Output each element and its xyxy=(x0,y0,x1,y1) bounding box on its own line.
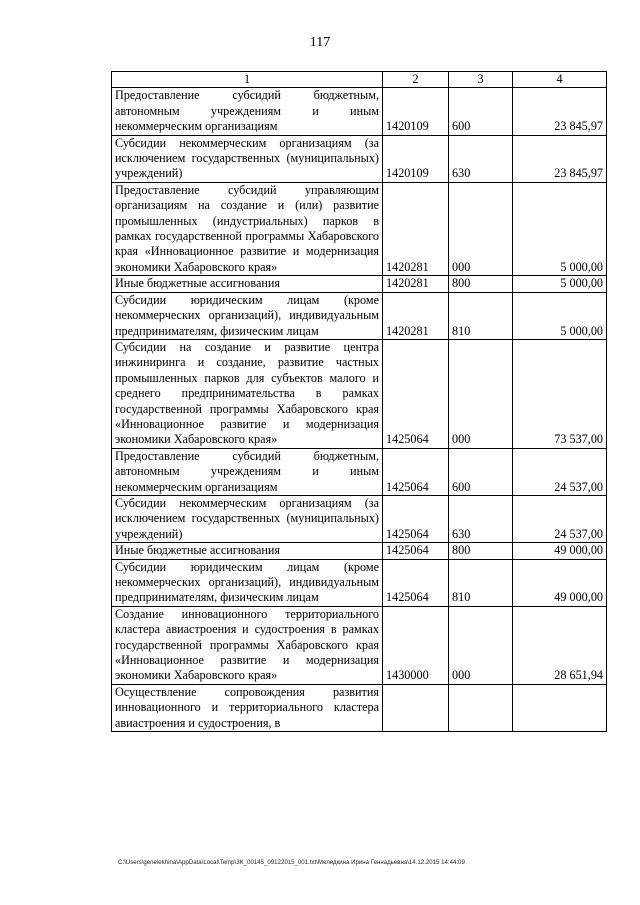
row-code: 1425064 xyxy=(383,339,449,448)
row-name: Предоставление субсидий бюджетным, автономным учреждениям и иным некоммерческим организациям xyxy=(112,448,383,495)
row-sum: 23 845,97 xyxy=(513,135,607,182)
row-type: 000 xyxy=(449,339,513,448)
row-name: Субсидии на создание и развитие центра инжиниринга и создание, развитие частных промышленных парков для субъектов малого и среднего предпринимательства в рамках государственной программы Хабаровского края «Инновационное развитие и модернизация экономики Хабаровского края» xyxy=(112,339,383,448)
row-code: 1430000 xyxy=(383,606,449,684)
row-code: 1425064 xyxy=(383,495,449,542)
row-sum: 49 000,00 xyxy=(513,543,607,559)
row-sum: 5 000,00 xyxy=(513,182,607,275)
row-code: 1420109 xyxy=(383,88,449,135)
budget-table xyxy=(111,71,607,732)
row-type: 600 xyxy=(449,448,513,495)
row-sum xyxy=(513,684,607,731)
row-sum: 24 537,00 xyxy=(513,495,607,542)
table-row xyxy=(112,135,607,182)
row-sum: 73 537,00 xyxy=(513,339,607,448)
column-header-3: 3 xyxy=(449,72,513,88)
file-path-footer: C:\Users\genelekhina\AppData\Local\Temp\3K_00145_09122015_001.txt\Меледкина Ирина Геннадьевна\14.12.2015 14:44:09 xyxy=(118,859,465,866)
row-name: Субсидии юридическим лицам (кроме некоммерческих организаций), индивидуальным предпринимателям, физическим лицам xyxy=(112,292,383,339)
row-type: 800 xyxy=(449,276,513,292)
row-code: 1420281 xyxy=(383,182,449,275)
row-type: 630 xyxy=(449,135,513,182)
table-row xyxy=(112,88,607,135)
row-sum: 28 651,94 xyxy=(513,606,607,684)
row-code xyxy=(383,684,449,731)
row-type: 600 xyxy=(449,88,513,135)
table-row xyxy=(112,606,607,684)
table-row xyxy=(112,339,607,448)
row-sum: 24 537,00 xyxy=(513,448,607,495)
table-header-row xyxy=(112,72,607,88)
row-code: 1420281 xyxy=(383,276,449,292)
table-row xyxy=(112,276,607,292)
row-type: 810 xyxy=(449,292,513,339)
row-name: Субсидии юридическим лицам (кроме некоммерческих организаций), индивидуальным предпринимателям, физическим лицам xyxy=(112,559,383,606)
row-type: 800 xyxy=(449,543,513,559)
row-code: 1420109 xyxy=(383,135,449,182)
row-type: 000 xyxy=(449,606,513,684)
table-row xyxy=(112,543,607,559)
row-type: 000 xyxy=(449,182,513,275)
row-type xyxy=(449,684,513,731)
row-sum: 49 000,00 xyxy=(513,559,607,606)
row-name: Субсидии некоммерческим организациям (за исключением государственных (муниципальных) учреждений) xyxy=(112,135,383,182)
row-code: 1420281 xyxy=(383,292,449,339)
row-type: 630 xyxy=(449,495,513,542)
table-row xyxy=(112,684,607,731)
table-row xyxy=(112,182,607,275)
row-name: Создание инновационного территориального кластера авиастроения и судостроения в рамках государственной программы Хабаровского края «Инновационное развитие и модернизация экономики Хабаровского края» xyxy=(112,606,383,684)
table-row xyxy=(112,448,607,495)
row-name: Предоставление субсидий управляющим организациям на создание и (или) развитие промышленных (индустриальных) парков в рамках государственной программы Хабаровского края «Инновационное развитие и модернизация экономики Хабаровского края» xyxy=(112,182,383,275)
row-sum: 23 845,97 xyxy=(513,88,607,135)
row-code: 1425064 xyxy=(383,543,449,559)
row-code: 1425064 xyxy=(383,559,449,606)
row-type: 810 xyxy=(449,559,513,606)
row-name: Осуществление сопровождения развития инновационного и территориального кластера авиастроения и судостроения, в xyxy=(112,684,383,731)
row-name: Субсидии некоммерческим организациям (за исключением государственных (муниципальных) учреждений) xyxy=(112,495,383,542)
page-number: 117 xyxy=(309,35,331,50)
table-row xyxy=(112,559,607,606)
row-sum: 5 000,00 xyxy=(513,276,607,292)
row-name: Иные бюджетные ассигнования xyxy=(112,276,383,292)
column-header-2: 2 xyxy=(383,72,449,88)
column-header-1: 1 xyxy=(112,72,383,88)
column-header-4: 4 xyxy=(513,72,607,88)
table-row xyxy=(112,495,607,542)
row-code: 1425064 xyxy=(383,448,449,495)
row-name: Иные бюджетные ассигнования xyxy=(112,543,383,559)
row-name: Предоставление субсидий бюджетным, автономным учреждениям и иным некоммерческим организациям xyxy=(112,88,383,135)
row-sum: 5 000,00 xyxy=(513,292,607,339)
table-row xyxy=(112,292,607,339)
